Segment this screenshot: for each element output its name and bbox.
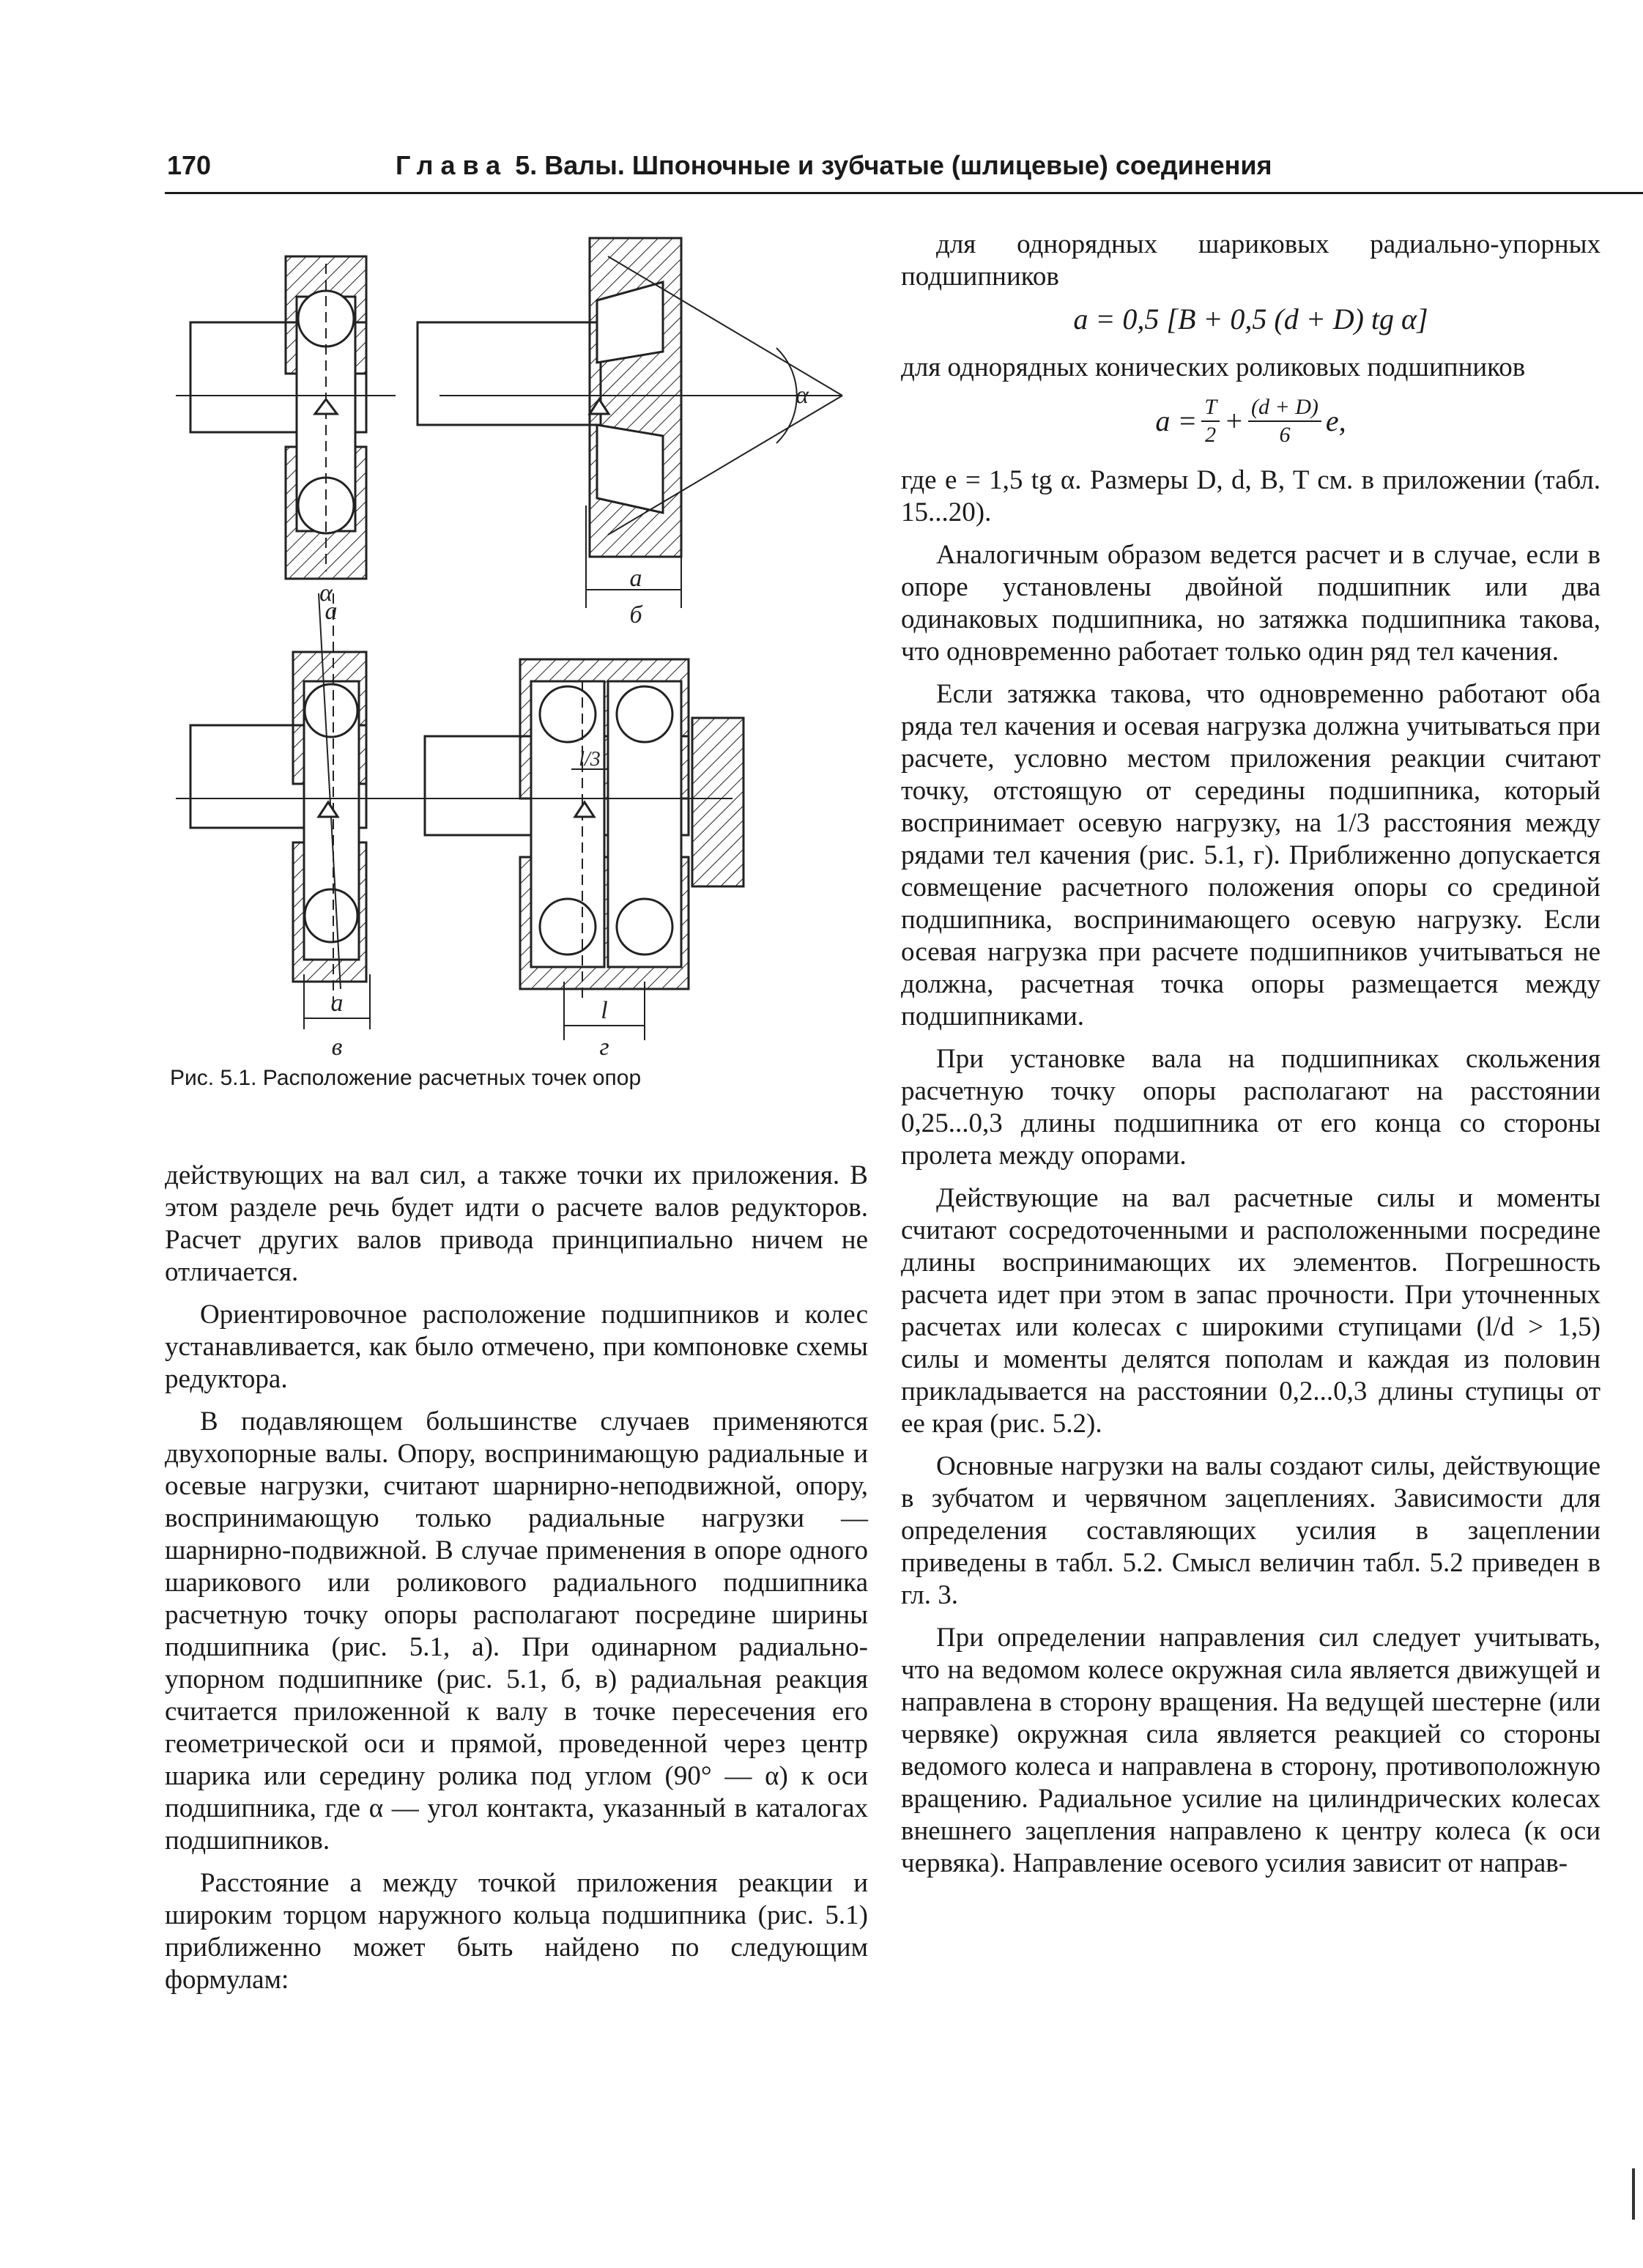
running-head (396, 150, 1272, 181)
fraction: $\frac{(d + D)}{6}$ (1248, 394, 1321, 448)
figure-caption: Рис. 5.1. Расположение расчетных точек опор (170, 1066, 642, 1090)
diagram-a (176, 256, 396, 579)
label-alpha-v: α (319, 579, 333, 607)
left-column (165, 1160, 868, 2006)
label-l3: l/3 (579, 748, 601, 771)
paragraph: При определении направления сил следует учитывать, что на ведомом колесе окружная сила является движущей и направлена в сторону вращения. На ведущей шестерне (или червяке) окружная сила является реакцией со стороны ведомого колеса и направлена в сторону, противоположную вращению. Радиальное усилие на цилиндрических колесах внешнего зацепления направлено к центру колеса (к оси червяка). Направление осевого усилия зависит от направ- (901, 1623, 1601, 1878)
chapter-prefix: Глава (396, 150, 508, 180)
label-a-b: а (629, 565, 642, 592)
label-alpha-b: α (795, 382, 809, 409)
label-a-v: а (330, 990, 344, 1017)
paragraph: для однорядных конических роликовых подшипников (901, 352, 1526, 382)
header-rule (165, 192, 1643, 194)
label-a-top: а (324, 598, 338, 625)
chapter-title: 5. Валы. Шпоночные и зубчатые (шлицевые) соединения (515, 150, 1272, 180)
paragraph: действующих на вал сил, а также точки их приложения. В этом разделе речь будет идти о расчете валов редукторов. Расчет других валов привода принципиально ничем не отличается. (165, 1160, 868, 1287)
paragraph: В подавляющем большинстве случаев применяются двухопорные валы. Опору, воспринимающую радиальные и осевые нагрузки, считают шарнирно-неподвижной, опору, воспринимающую только радиальные нагрузки — шарнирно-подвижной. В случае применения в опоре одного шарикового или роликового радиального подшипника расчетную точку опоры располагают посредине ширины подшипника (рис. 5.1, а). При одинарном радиально-упорном подшипнике (рис. 5.1, б, в) радиальная реакция считается приложенной к валу в точке пересечения его геометрической оси и прямой, проведенной через центр шарика или середину ролика под углом (90° — α) к оси подшипника, где α — угол контакта, указанный в каталогах подшипников. (165, 1407, 868, 1856)
diagram-g (396, 659, 743, 1040)
bearing-figure (176, 212, 894, 1062)
diagram-v (176, 593, 396, 1029)
paragraph: Если затяжка такова, что одновременно работают оба ряда тел качения и осевая нагрузка должна учитываться при расчете, условно местом приложения реакции считают точку, отстоящую от середины подшипника, который воспринимает осевую нагрузку, на 1/3 расстояния между рядами тел качения (рис. 5.1, г). Приближенно допускается совмещение расчетного положения опоры со срединой подшипника, воспринимающего осевую нагрузку. Если осевая нагрузка при расчете подшипников учитываться не должна, расчетная точка опоры размещается между подшипниками. (901, 679, 1601, 1031)
diagram-b (418, 238, 842, 608)
margin-mark (1632, 2168, 1635, 2220)
paragraph: где e = 1,5 tg α. Размеры D, d, B, T см. в приложении (табл. 15...20). (901, 465, 1601, 527)
page-number: 170 (167, 150, 212, 180)
paragraph: для однорядных шариковых радиально-упорных подшипников (901, 229, 1601, 292)
label-b: б (629, 601, 642, 629)
paragraph: Аналогичным образом ведется расчет и в случае, если в опоре установлены двойной подшипник или два одинаковых подшипника, но затяжка подшипника такова, что одновременно работает только один ряд тел качения. (901, 540, 1601, 667)
formula-2-plus: + (1224, 404, 1245, 437)
paragraph: Действующие на вал расчетные силы и моменты считают сосредоточенными и расположенными посредине длины воспринимающих их элементов. Погрешность расчета идет при этом в запас прочности. При уточненных расчетах или колесах с широкими ступицами (l/d > 1,5) силы и моменты делятся пополам и каждая из половин прикладывается на расстоянии 0,2...0,3 длины ступицы от ее края (рис. 5.2). (901, 1183, 1601, 1439)
label-l: l (601, 997, 608, 1024)
label-g: г (599, 1034, 609, 1061)
formula-2-right: e, (1325, 404, 1346, 437)
paragraph: Расстояние a между точкой приложения реакции и широким торцом наружного кольца подшипника (рис. 5.1) приближенно может быть найдено по следующим формулам: (165, 1868, 868, 1995)
paragraph: Основные нагрузки на валы создают силы, действующие в зубчатом и червячном зацеплениях. Зависимости для определения составляющих усилия в зацеплении приведены в табл. 5.2. Смысл величин табл. 5.2 приведен в гл. 3. (901, 1451, 1601, 1610)
formula-2-left: a = (1155, 404, 1198, 437)
formula-1: a = 0,5 [B + 0,5 (d + D) tg α] (1073, 303, 1428, 336)
paragraph: Ориентировочное расположение подшипников и колес устанавливается, как было отмечено, при компоновке схемы редуктора. (165, 1300, 868, 1394)
right-column (901, 229, 1601, 1890)
formula-2 (901, 394, 1601, 448)
fraction: $\frac{T}{2}$ (1201, 394, 1220, 448)
label-v: в (331, 1034, 343, 1061)
paragraph: При установке вала на подшипниках скольжения расчетную точку опоры располагают на расстоянии 0,25...0,3 длины подшипника от его конца со стороны пролета между опорами. (901, 1044, 1601, 1171)
